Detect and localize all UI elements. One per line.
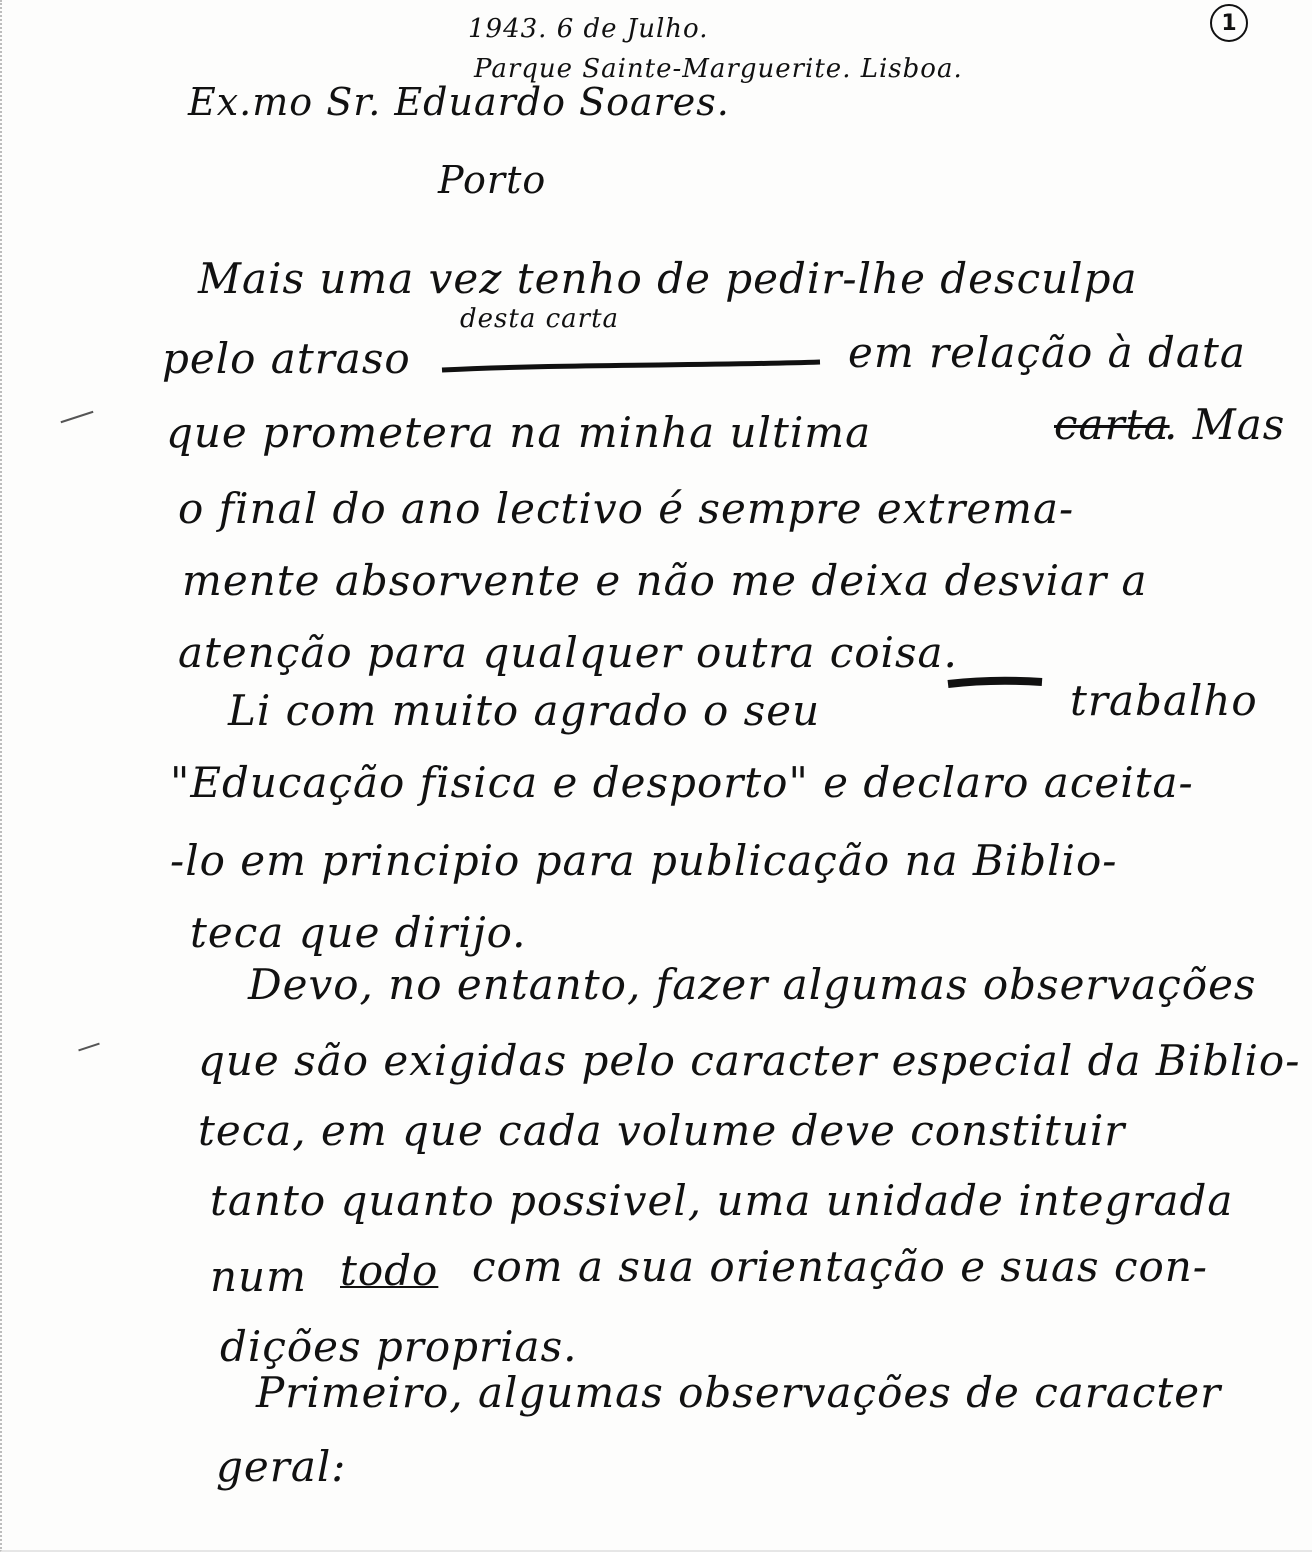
letter-line: "Educação fisica e desporto" e declaro aceita- [170,758,1194,807]
letter-line: Mais uma vez tenho de pedir-lhe desculpa [198,254,1138,303]
underlined-word: todo [340,1246,439,1295]
inserted-text: desta carta [460,304,620,334]
letter-line: pelo atraso [162,334,411,383]
salutation: Ex.mo Sr. Eduardo Soares. [188,80,730,124]
date-line: 1943. 6 de Julho. [468,14,709,44]
letter-line: dições proprias. [220,1322,578,1371]
margin-mark [78,1043,100,1052]
letter-line: trabalho [1070,676,1258,725]
struck-out-word: carta [1054,400,1170,449]
scribble-out [948,681,1042,684]
margin-mark [61,411,94,423]
strikethrough-line [442,362,820,370]
letter-line: geral: [216,1442,347,1491]
letter-line: com a sua orientação e suas con- [472,1242,1208,1291]
letter-line: teca que dirijo. [190,908,527,957]
letter-line: que prometera na minha ultima [166,408,872,457]
letter-line: que são exigidas pelo caracter especial da Biblio- [198,1036,1301,1085]
letter-line: . Mas [1164,400,1286,449]
letter-line: Devo, no entanto, fazer algumas observações [248,960,1257,1009]
page-number: 1 [1210,4,1248,42]
address-line: Parque Sainte-Marguerite. Lisboa. [474,54,963,84]
letter-line: atenção para qualquer outra coisa. [178,628,958,677]
letter-line: mente absorvente e não me deixa desviar a [182,556,1148,605]
letter-line: tanto quanto possivel, uma unidade integrada [210,1176,1234,1225]
letter-line: o final do ano lectivo é sempre extrema- [178,484,1075,533]
letter-line: teca, em que cada volume deve constituir [198,1106,1126,1155]
city: Porto [438,158,547,202]
letter-line: -lo em principio para publicação na Biblio- [170,836,1118,885]
letter-line: Primeiro, algumas observações de caracter [256,1368,1222,1417]
letter-line: Li com muito agrado o seu [228,686,821,735]
letter-line: em relação à data [848,328,1246,377]
letter-line: num [210,1252,307,1301]
